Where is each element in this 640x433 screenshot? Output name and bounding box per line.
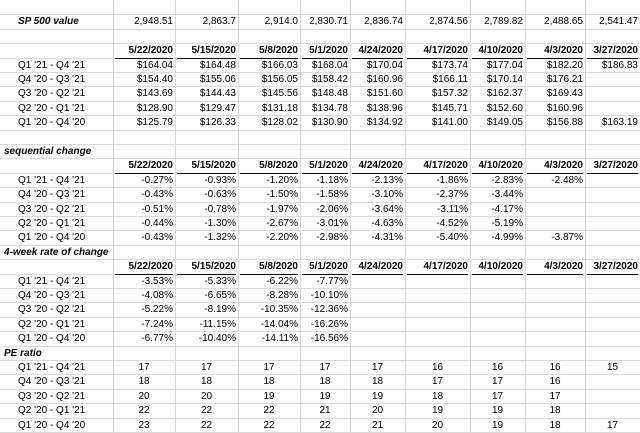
sp500-value-cell[interactable]: 2,874.56 bbox=[429, 16, 468, 27]
date-header-cell[interactable]: 5/22/2020 bbox=[115, 260, 173, 275]
pe-value-cell[interactable]: 17 bbox=[549, 391, 561, 402]
fourweek-value-cell[interactable]: -12.36% bbox=[310, 304, 348, 315]
period-label-cell[interactable]: Q2 '20 - Q1 '21 bbox=[18, 319, 86, 330]
fourweek-value-cell[interactable]: -8.28% bbox=[266, 290, 298, 301]
earnings-value-cell[interactable]: $168.04 bbox=[311, 60, 348, 71]
sequential-value-cell[interactable]: -0.78% bbox=[204, 204, 236, 215]
pe-value-cell[interactable]: 18 bbox=[549, 420, 561, 431]
earnings-value-cell[interactable]: $163.19 bbox=[601, 117, 638, 128]
earnings-value-cell[interactable]: $128.02 bbox=[261, 117, 298, 128]
pe-value-cell[interactable]: 17 bbox=[319, 362, 331, 373]
fourweek-value-cell[interactable]: -14.04% bbox=[260, 319, 298, 330]
fourweek-change-title[interactable]: 4-week rate of change bbox=[4, 247, 109, 258]
period-label-cell[interactable]: Q1 '20 - Q4 '20 bbox=[18, 333, 86, 344]
fourweek-value-cell[interactable]: -5.33% bbox=[204, 276, 236, 287]
earnings-value-cell[interactable]: $145.71 bbox=[431, 103, 468, 114]
sequential-value-cell[interactable]: -1.18% bbox=[316, 175, 348, 186]
sequential-value-cell[interactable]: -2.48% bbox=[551, 175, 583, 186]
sp500-value-cell[interactable]: 2,488.65 bbox=[544, 16, 583, 27]
period-label-cell[interactable]: Q1 '20 - Q4 '20 bbox=[18, 117, 86, 128]
pe-value-cell[interactable]: 22 bbox=[319, 420, 331, 431]
sequential-value-cell[interactable]: -1.97% bbox=[266, 204, 298, 215]
sequential-value-cell[interactable]: -2.37% bbox=[436, 189, 468, 200]
sequential-value-cell[interactable]: -5.40% bbox=[436, 232, 468, 243]
fourweek-value-cell[interactable]: -10.35% bbox=[260, 304, 298, 315]
pe-value-cell[interactable]: 19 bbox=[491, 405, 504, 416]
earnings-value-cell[interactable]: $158.42 bbox=[311, 74, 348, 85]
period-label-cell[interactable]: Q4 '20 - Q3 '21 bbox=[18, 74, 86, 85]
grid-column-line bbox=[525, 0, 526, 432]
fourweek-value-cell[interactable]: -11.15% bbox=[199, 319, 236, 330]
pe-value-cell[interactable]: 22 bbox=[200, 420, 213, 431]
earnings-value-cell[interactable]: $129.47 bbox=[199, 103, 236, 114]
earnings-value-cell[interactable]: $169.43 bbox=[546, 88, 583, 99]
earnings-value-cell[interactable]: $141.00 bbox=[431, 117, 468, 128]
sequential-value-cell[interactable]: -5.19% bbox=[491, 218, 523, 229]
period-label-cell[interactable]: Q3 '20 - Q2 '21 bbox=[18, 304, 86, 315]
fourweek-value-cell[interactable]: -10.40% bbox=[198, 333, 236, 344]
sequential-value-cell[interactable]: -1.86% bbox=[436, 175, 468, 186]
earnings-value-cell[interactable]: $164.48 bbox=[199, 60, 236, 71]
date-header-cell[interactable]: 5/15/2020 bbox=[177, 44, 236, 59]
earnings-value-cell[interactable]: $134.78 bbox=[311, 103, 348, 114]
grid-column-line bbox=[405, 0, 406, 432]
period-label-cell[interactable]: Q4 '20 - Q3 '21 bbox=[18, 376, 86, 387]
period-label-cell[interactable]: Q2 '20 - Q1 '21 bbox=[18, 103, 86, 114]
sequential-value-cell[interactable]: -4.52% bbox=[436, 218, 468, 229]
pe-value-cell[interactable]: 18 bbox=[371, 376, 384, 387]
fourweek-value-cell[interactable]: -8.19% bbox=[204, 304, 236, 315]
pe-value-cell[interactable]: 21 bbox=[319, 405, 331, 416]
date-header-cell[interactable]: 4/3/2020 bbox=[527, 260, 583, 275]
fourweek-value-cell[interactable]: -14.11% bbox=[261, 333, 298, 344]
earnings-value-cell[interactable]: $148.48 bbox=[311, 88, 348, 99]
earnings-value-cell[interactable]: $177.04 bbox=[486, 60, 523, 71]
date-header-cell[interactable]: 5/22/2020 bbox=[115, 44, 173, 59]
period-label-cell[interactable]: Q3 '20 - Q2 '21 bbox=[18, 88, 86, 99]
date-header-cell[interactable]: 4/3/2020 bbox=[527, 44, 583, 59]
pe-value-cell[interactable]: 19 bbox=[491, 420, 504, 431]
grid-column-line bbox=[238, 0, 239, 432]
date-header-cell[interactable]: 5/22/2020 bbox=[115, 159, 173, 174]
pe-value-cell[interactable]: 16 bbox=[491, 362, 504, 373]
earnings-value-cell[interactable]: $160.96 bbox=[366, 74, 403, 85]
pe-value-cell[interactable]: 17 bbox=[431, 376, 444, 387]
fourweek-value-cell[interactable]: -7.24% bbox=[141, 319, 173, 330]
earnings-value-cell[interactable]: $144.43 bbox=[199, 88, 236, 99]
pe-value-cell[interactable]: 17 bbox=[371, 362, 384, 373]
pe-ratio-title[interactable]: PE ratio bbox=[4, 348, 42, 359]
earnings-value-cell[interactable]: $126.33 bbox=[199, 117, 236, 128]
earnings-value-cell[interactable]: $166.03 bbox=[261, 60, 298, 71]
period-label-cell[interactable]: Q2 '20 - Q1 '21 bbox=[18, 218, 86, 229]
pe-value-cell[interactable]: 16 bbox=[549, 362, 561, 373]
pe-value-cell[interactable]: 17 bbox=[606, 420, 619, 431]
pe-value-cell[interactable]: 17 bbox=[200, 362, 213, 373]
earnings-value-cell[interactable]: $176.21 bbox=[546, 74, 583, 85]
grid-row-line bbox=[0, 130, 640, 131]
sequential-value-cell[interactable]: -2.13% bbox=[371, 175, 403, 186]
period-label-cell[interactable]: Q1 '21 - Q4 '21 bbox=[18, 175, 86, 186]
pe-value-cell[interactable]: 18 bbox=[431, 391, 444, 402]
sequential-value-cell[interactable]: -2.67% bbox=[266, 218, 298, 229]
sequential-value-cell[interactable]: -2.83% bbox=[491, 175, 523, 186]
earnings-value-cell[interactable]: $182.20 bbox=[546, 60, 583, 71]
sequential-value-cell[interactable]: -4.31% bbox=[371, 232, 403, 243]
earnings-value-cell[interactable]: $151.60 bbox=[366, 88, 403, 99]
earnings-value-cell[interactable]: $154.40 bbox=[136, 74, 173, 85]
period-label-cell[interactable]: Q1 '21 - Q4 '21 bbox=[18, 362, 86, 373]
earnings-value-cell[interactable]: $156.88 bbox=[546, 117, 583, 128]
earnings-value-cell[interactable]: $131.18 bbox=[261, 103, 298, 114]
sequential-value-cell[interactable]: -3.44% bbox=[491, 189, 523, 200]
date-header-cell[interactable]: 4/24/2020 bbox=[352, 44, 403, 59]
earnings-value-cell[interactable]: $186.83 bbox=[601, 60, 638, 71]
fourweek-value-cell[interactable]: -6.77% bbox=[141, 333, 173, 344]
pe-value-cell[interactable]: 16 bbox=[549, 376, 561, 387]
pe-value-cell[interactable]: 18 bbox=[549, 405, 561, 416]
sequential-value-cell[interactable]: -4.17% bbox=[491, 204, 523, 215]
sequential-value-cell[interactable]: -3.10% bbox=[371, 189, 403, 200]
pe-value-cell[interactable]: 22 bbox=[263, 405, 275, 416]
earnings-value-cell[interactable]: $149.05 bbox=[486, 117, 523, 128]
sp500-value-cell[interactable]: 2,863.7 bbox=[202, 16, 236, 27]
fourweek-value-cell[interactable]: -6.22% bbox=[266, 276, 298, 287]
fourweek-value-cell[interactable]: -5.22% bbox=[141, 304, 173, 315]
sequential-value-cell[interactable]: -3.01% bbox=[316, 218, 348, 229]
sequential-value-cell[interactable]: -0.43% bbox=[141, 232, 173, 243]
grid-row-line bbox=[0, 29, 640, 30]
earnings-value-cell[interactable]: $173.74 bbox=[431, 60, 468, 71]
pe-value-cell[interactable]: 20 bbox=[200, 391, 213, 402]
period-label-cell[interactable]: Q1 '20 - Q4 '20 bbox=[18, 420, 86, 431]
sequential-value-cell[interactable]: -4.99% bbox=[491, 232, 523, 243]
earnings-value-cell[interactable]: $166.11 bbox=[432, 74, 468, 85]
sequential-value-cell[interactable]: -0.63% bbox=[204, 189, 236, 200]
grid-column-line bbox=[175, 0, 176, 432]
sp500-value-cell[interactable]: 2,948.51 bbox=[134, 16, 173, 27]
earnings-value-cell[interactable]: $170.14 bbox=[486, 74, 523, 85]
pe-value-cell[interactable]: 22 bbox=[138, 405, 150, 416]
pe-value-cell[interactable]: 22 bbox=[200, 405, 213, 416]
period-label-cell[interactable]: Q3 '20 - Q2 '21 bbox=[18, 391, 86, 402]
sp500-value-cell[interactable]: 2,789.82 bbox=[484, 16, 523, 27]
period-label-cell[interactable]: Q1 '20 - Q4 '20 bbox=[18, 232, 86, 243]
period-label-cell[interactable]: Q3 '20 - Q2 '21 bbox=[18, 204, 86, 215]
pe-value-cell[interactable]: 17 bbox=[491, 376, 504, 387]
date-header-cell[interactable]: 5/8/2020 bbox=[240, 44, 298, 59]
earnings-value-cell[interactable]: $130.90 bbox=[311, 117, 348, 128]
date-header-cell[interactable]: 5/15/2020 bbox=[177, 260, 236, 275]
pe-value-cell[interactable]: 22 bbox=[263, 420, 275, 431]
sequential-value-cell[interactable]: -2.20% bbox=[266, 232, 298, 243]
earnings-value-cell[interactable]: $157.32 bbox=[431, 88, 468, 99]
earnings-value-cell[interactable]: $138.96 bbox=[366, 103, 403, 114]
date-header-cell[interactable]: 5/1/2020 bbox=[302, 260, 348, 275]
pe-value-cell[interactable]: 20 bbox=[371, 405, 384, 416]
earnings-value-cell[interactable]: $145.56 bbox=[261, 88, 298, 99]
sp500-value-cell[interactable]: 2,830.71 bbox=[309, 16, 348, 27]
sequential-value-cell[interactable]: -0.44% bbox=[141, 218, 173, 229]
grid-column-line bbox=[300, 0, 301, 432]
sequential-value-cell[interactable]: -0.93% bbox=[204, 175, 236, 186]
fourweek-value-cell[interactable]: -7.77% bbox=[316, 276, 348, 287]
fourweek-value-cell[interactable]: -4.08% bbox=[141, 290, 173, 301]
date-header-cell[interactable]: 4/3/2020 bbox=[527, 159, 583, 174]
date-header-cell[interactable]: 5/15/2020 bbox=[177, 159, 236, 174]
period-label-cell[interactable]: Q4 '20 - Q3 '21 bbox=[18, 189, 86, 200]
sequential-value-cell[interactable]: -1.50% bbox=[266, 189, 298, 200]
earnings-value-cell[interactable]: $152.60 bbox=[486, 103, 523, 114]
pe-value-cell[interactable]: 19 bbox=[431, 405, 444, 416]
period-label-cell[interactable]: Q2 '20 - Q1 '21 bbox=[18, 405, 86, 416]
sp500-value-cell[interactable]: 2,541.47 bbox=[599, 16, 638, 27]
earnings-value-cell[interactable]: $125.79 bbox=[136, 117, 173, 128]
date-header-cell[interactable]: 4/24/2020 bbox=[352, 260, 403, 275]
sequential-change-title[interactable]: sequential change bbox=[4, 146, 92, 157]
sequential-value-cell[interactable]: -4.63% bbox=[371, 218, 403, 229]
earnings-value-cell[interactable]: $155.06 bbox=[199, 74, 236, 85]
sequential-value-cell[interactable]: -3.64% bbox=[371, 204, 403, 215]
fourweek-value-cell[interactable]: -3.53% bbox=[141, 276, 173, 287]
date-header-cell[interactable]: 4/17/2020 bbox=[407, 260, 468, 275]
date-header-cell[interactable]: 4/17/2020 bbox=[407, 159, 468, 174]
earnings-value-cell[interactable]: $128.90 bbox=[136, 103, 173, 114]
pe-value-cell[interactable]: 18 bbox=[200, 376, 213, 387]
pe-value-cell[interactable]: 19 bbox=[319, 391, 331, 402]
sequential-value-cell[interactable]: -1.58% bbox=[316, 189, 348, 200]
grid-column-line bbox=[113, 0, 114, 432]
date-header-cell[interactable]: 4/10/2020 bbox=[472, 159, 523, 174]
earnings-value-cell[interactable]: $164.04 bbox=[136, 60, 173, 71]
sequential-value-cell[interactable]: -1.32% bbox=[204, 232, 236, 243]
pe-value-cell[interactable]: 19 bbox=[263, 391, 275, 402]
pe-value-cell[interactable]: 17 bbox=[263, 362, 275, 373]
date-header-cell[interactable]: 3/27/2020 bbox=[587, 159, 638, 174]
pe-value-cell[interactable]: 15 bbox=[606, 362, 619, 373]
fourweek-value-cell[interactable]: -6.65% bbox=[204, 290, 236, 301]
earnings-value-cell[interactable]: $134.92 bbox=[366, 117, 403, 128]
pe-value-cell[interactable]: 18 bbox=[263, 376, 275, 387]
earnings-value-cell[interactable]: $156.05 bbox=[261, 74, 298, 85]
sp500-value-cell[interactable]: 2,836.74 bbox=[364, 16, 403, 27]
sequential-value-cell[interactable]: -0.51% bbox=[141, 204, 173, 215]
date-header-cell[interactable]: 4/10/2020 bbox=[472, 44, 523, 59]
sequential-value-cell[interactable]: -1.30% bbox=[204, 218, 236, 229]
pe-value-cell[interactable]: 21 bbox=[371, 420, 384, 431]
pe-value-cell[interactable]: 17 bbox=[491, 391, 504, 402]
pe-value-cell[interactable]: 19 bbox=[371, 391, 384, 402]
date-header-cell[interactable]: 4/17/2020 bbox=[407, 44, 468, 59]
date-header-cell[interactable]: 3/27/2020 bbox=[587, 44, 638, 59]
fourweek-value-cell[interactable]: -16.26% bbox=[310, 319, 348, 330]
earnings-value-cell[interactable]: $162.37 bbox=[486, 88, 523, 99]
date-header-cell[interactable]: 5/8/2020 bbox=[240, 260, 298, 275]
sp500-value-cell[interactable]: 2,914.0 bbox=[264, 16, 298, 27]
date-header-cell[interactable]: 5/8/2020 bbox=[240, 159, 298, 174]
sequential-value-cell[interactable]: -0.27% bbox=[141, 175, 173, 186]
pe-value-cell[interactable]: 20 bbox=[138, 391, 150, 402]
period-label-cell[interactable]: Q1 '21 - Q4 '21 bbox=[18, 60, 86, 71]
sequential-value-cell[interactable]: -0.43% bbox=[141, 189, 173, 200]
period-label-cell[interactable]: Q4 '20 - Q3 '21 bbox=[18, 290, 86, 301]
grid-column-line bbox=[585, 0, 586, 432]
sp500-label-cell[interactable]: SP 500 value bbox=[18, 16, 79, 27]
pe-value-cell[interactable]: 18 bbox=[138, 376, 150, 387]
grid-column-line bbox=[350, 0, 351, 432]
period-label-cell[interactable]: Q1 '21 - Q4 '21 bbox=[18, 276, 86, 287]
earnings-value-cell[interactable]: $170.04 bbox=[366, 60, 403, 71]
sequential-value-cell[interactable]: -1.20% bbox=[266, 175, 298, 186]
date-header-cell[interactable]: 3/27/2020 bbox=[587, 260, 638, 275]
grid-column-line bbox=[470, 0, 471, 432]
pe-value-cell[interactable]: 16 bbox=[431, 362, 444, 373]
sequential-value-cell[interactable]: -2.98% bbox=[316, 232, 348, 243]
date-header-cell[interactable]: 5/1/2020 bbox=[302, 159, 348, 174]
sequential-value-cell[interactable]: -3.11% bbox=[437, 204, 468, 215]
earnings-value-cell[interactable]: $143.69 bbox=[136, 88, 173, 99]
sequential-value-cell[interactable]: -3.87% bbox=[551, 232, 583, 243]
pe-value-cell[interactable]: 17 bbox=[138, 362, 150, 373]
date-header-cell[interactable]: 4/10/2020 bbox=[472, 260, 523, 275]
sequential-value-cell[interactable]: -2.06% bbox=[316, 204, 348, 215]
pe-value-cell[interactable]: 20 bbox=[431, 420, 444, 431]
fourweek-value-cell[interactable]: -16.56% bbox=[310, 333, 348, 344]
pe-value-cell[interactable]: 18 bbox=[319, 376, 331, 387]
fourweek-value-cell[interactable]: -10.10% bbox=[310, 290, 348, 301]
date-header-cell[interactable]: 5/1/2020 bbox=[302, 44, 348, 59]
pe-value-cell[interactable]: 23 bbox=[138, 420, 150, 431]
date-header-cell[interactable]: 4/24/2020 bbox=[352, 159, 403, 174]
earnings-value-cell[interactable]: $160.96 bbox=[546, 103, 583, 114]
